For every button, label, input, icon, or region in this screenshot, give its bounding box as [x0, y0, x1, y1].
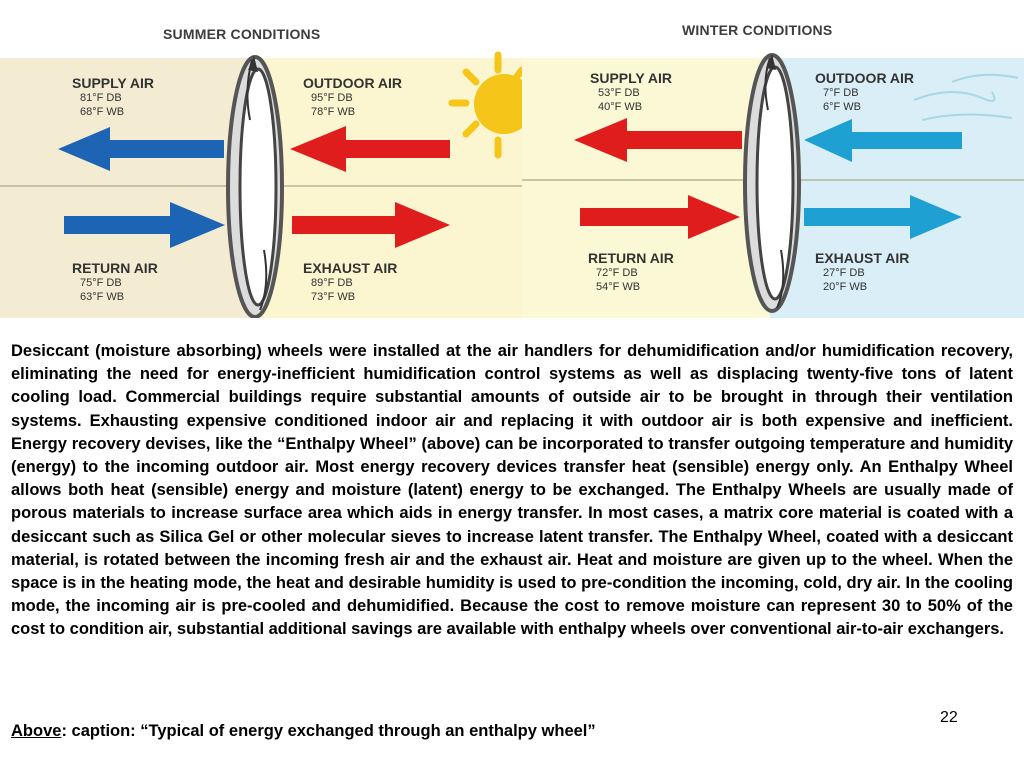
winter-return-air-name: RETURN AIR — [588, 250, 674, 266]
winter-return-air-label — [588, 250, 674, 294]
summer-return-air-db: 75°F DB — [80, 277, 122, 289]
caption-text: : caption: “Typical of energy exchanged through an enthalpy wheel” — [61, 722, 596, 740]
winter-heading: WINTER CONDITIONS — [682, 22, 833, 38]
summer-outdoor-air-name: OUTDOOR AIR — [303, 75, 403, 91]
summer-supply-air-wb: 68°F WB — [80, 106, 125, 118]
winter-enthalpy-wheel-icon — [745, 54, 799, 311]
winter-supply-air-wb: 40°F WB — [598, 101, 643, 113]
winter-supply-air-db: 53°F DB — [598, 87, 640, 99]
summer-enthalpy-wheel-icon — [228, 56, 282, 317]
winter-outdoor-air-name: OUTDOOR AIR — [815, 70, 915, 86]
summer-exhaust-air-name: EXHAUST AIR — [303, 260, 398, 276]
winter-outdoor-air-label — [815, 70, 914, 114]
winter-exhaust-air-name: EXHAUST AIR — [815, 250, 910, 266]
summer-outdoor-air-label — [303, 75, 402, 119]
winter-supply-air-label — [590, 70, 672, 114]
winter-outdoor-air-wb: 6°F WB — [823, 101, 862, 113]
summer-exhaust-air-wb: 73°F WB — [311, 291, 356, 303]
summer-return-air-name: RETURN AIR — [72, 260, 158, 276]
winter-supply-air-name: SUPPLY AIR — [590, 70, 672, 86]
winter-return-air-db: 72°F DB — [596, 267, 638, 279]
summer-return-air-label — [72, 260, 158, 304]
summer-return-air-wb: 63°F WB — [80, 291, 125, 303]
summer-exhaust-air-label — [303, 260, 397, 304]
summer-supply-air-db: 81°F DB — [80, 92, 122, 104]
caption-prefix: Above — [11, 722, 62, 740]
summer-conditions-diagram — [0, 0, 522, 318]
summer-supply-air-name: SUPPLY AIR — [72, 75, 154, 91]
figure-caption — [11, 722, 596, 741]
summer-exhaust-air-db: 89°F DB — [311, 277, 353, 289]
winter-return-air-wb: 54°F WB — [596, 281, 641, 293]
winter-exhaust-air-label — [815, 250, 909, 294]
winter-exhaust-air-db: 27°F DB — [823, 267, 865, 279]
summer-heading: SUMMER CONDITIONS — [163, 26, 321, 42]
summer-outdoor-air-db: 95°F DB — [311, 92, 353, 104]
body-paragraph: Desiccant (moisture absorbing) wheels were installed at the air handlers for dehumidification and/or humidification recovery, eliminating the need for energy-inefficient humidification control systems as well as displacing twenty-five tons of latent cooling load. Commercial buildings require substantial amounts of outside air to be brought in through their ventilation systems. Exhausting expensive conditioned indoor air and replacing it with outdoor air is both expensive and inefficient. Energy recovery devises, like the “Enthalpy Wheel” (above) can be incorporated to transfer outgoing temperature and humidity (energy) to the incoming outdoor air. Most energy recovery devices transfer heat (sensible) energy only. An Enthalpy Wheel allows both heat (sensible) energy and moisture (latent) energy to be exchanged. The Enthalpy Wheels are usually made of porous materials to increase surface area which aids in energy transfer. In most cases, a matrix core material is coated with a desiccant such as Silica Gel or other molecular sieves to increase latent transfer. The Enthalpy Wheel, coated with a desiccant material, is rotated between the incoming fresh air and the exhaust air. Heat and moisture are given up to the wheel. When the space is in the heating mode, the heat and desirable humidity is used to pre-condition the incoming, cold, dry air. In the cooling mode, the incoming air is pre-cooled and dehumidified. Because the cost to remove moisture can represent 30 to 50% of the cost to condition air, substantial additional savings are available with enthalpy wheels over conventional air-to-air exchangers. — [11, 342, 1013, 639]
page-number: 22 — [940, 709, 958, 726]
winter-exhaust-air-wb: 20°F WB — [823, 281, 868, 293]
summer-outdoor-air-wb: 78°F WB — [311, 106, 356, 118]
winter-conditions-diagram — [522, 0, 1024, 318]
winter-outdoor-air-db: 7°F DB — [823, 87, 859, 99]
summer-supply-air-label — [72, 75, 154, 119]
